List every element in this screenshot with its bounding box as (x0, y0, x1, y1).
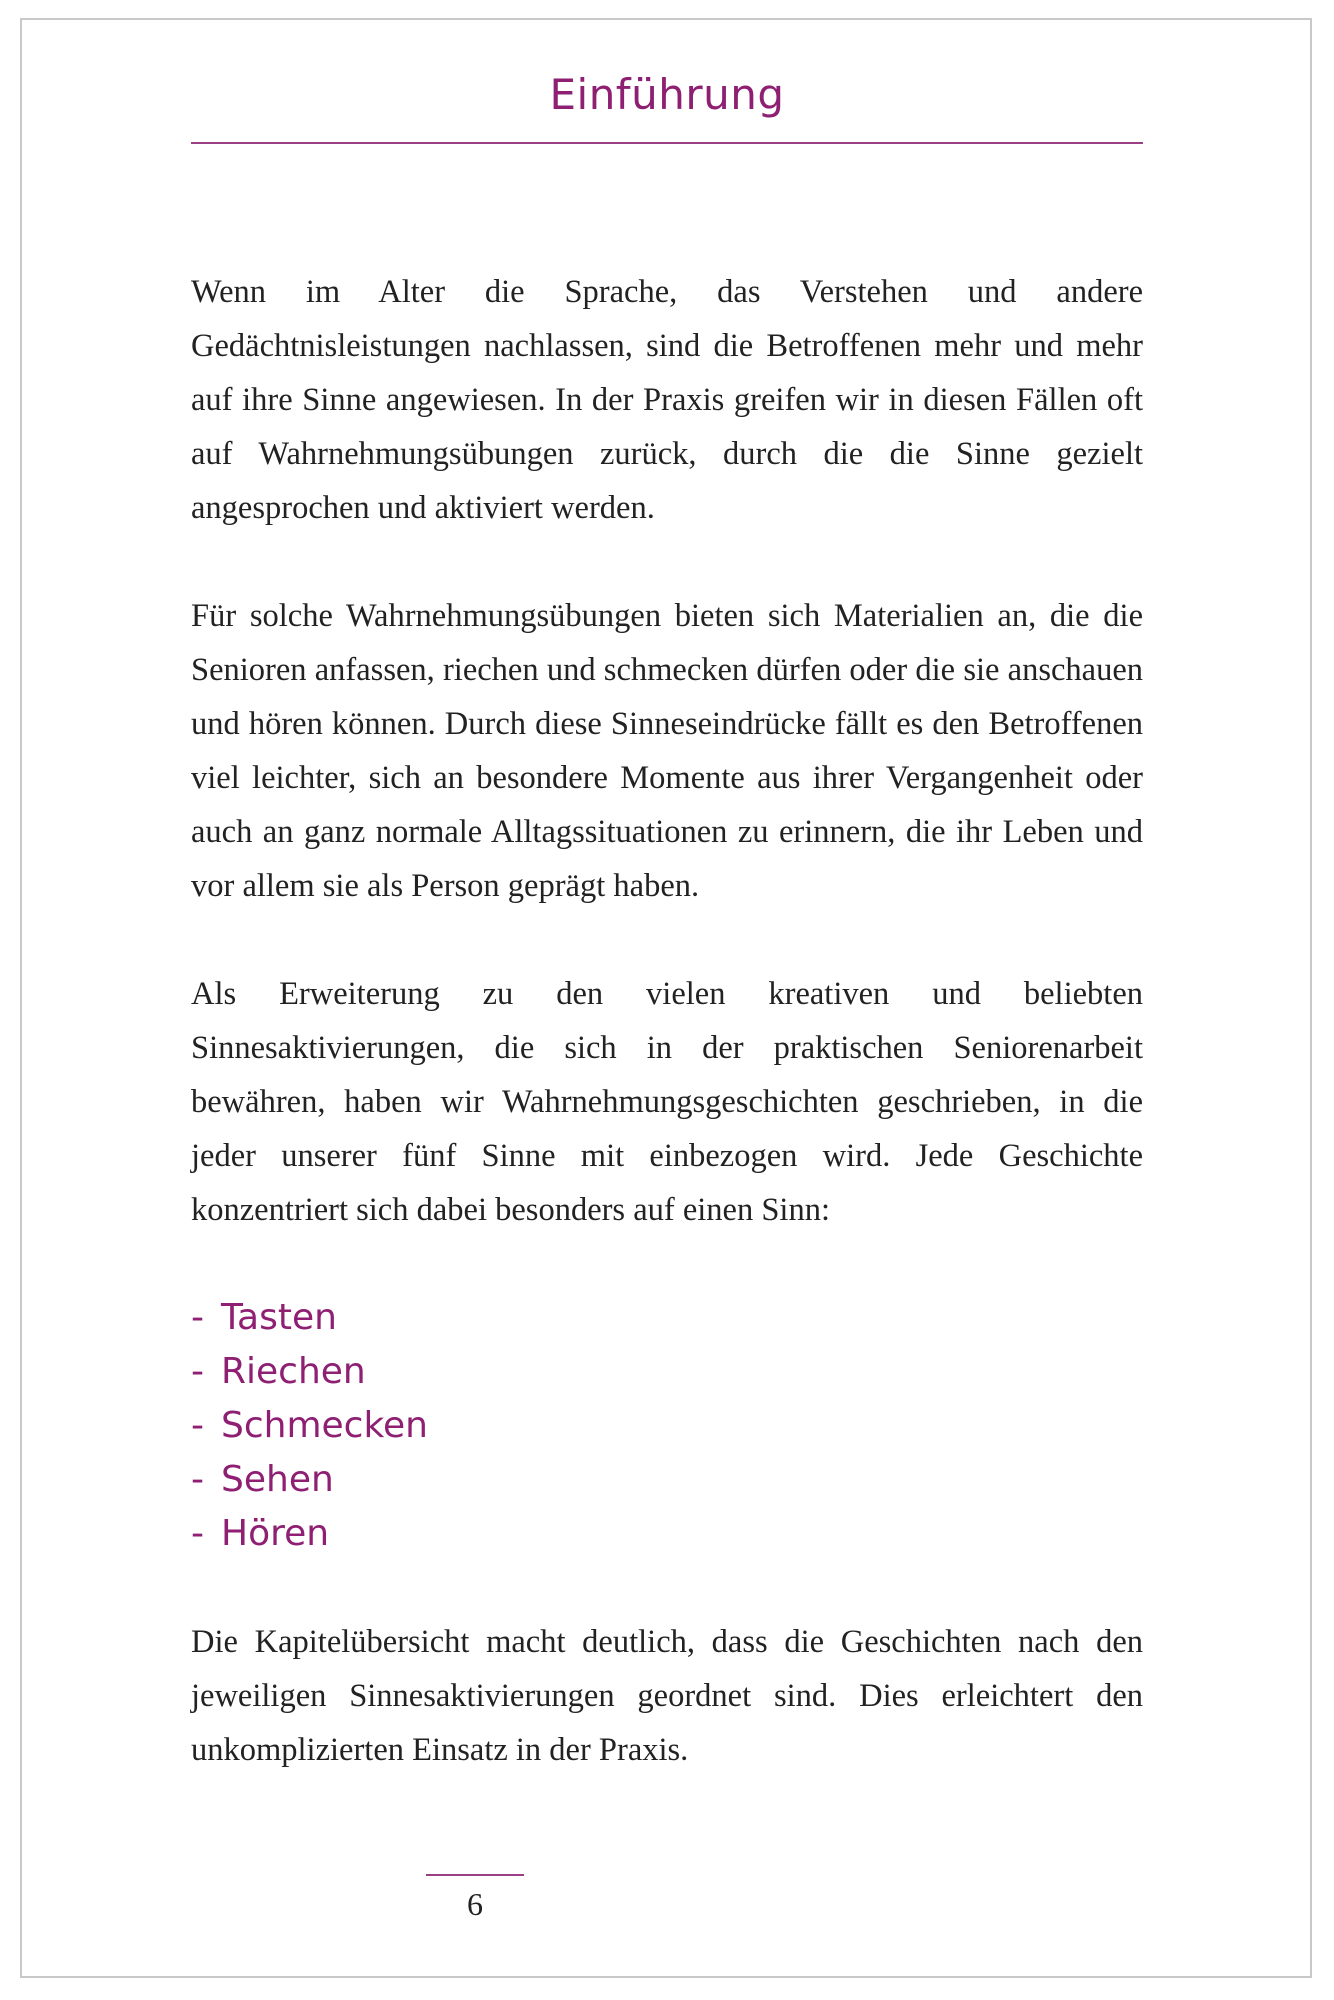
sense-item-riechen (191, 1345, 1143, 1399)
sense-item-sehen (191, 1453, 1143, 1507)
paragraph-3: Als Erweiterung zu den vielen kreativen und beliebten Sinnesaktivierungen, die sich in der praktischen Seniorenarbeit bewähren, haben wir Wahrnehmungsgeschichten geschrieben, in die jeder unserer fünf Sinne mit einbezogen wird. Jede Geschichte konzentriert sich dabei besonders auf einen Sinn: (191, 976, 1143, 1228)
sense-item-schmecken (191, 1399, 1143, 1453)
sense-label: Tasten (221, 1297, 337, 1338)
page-title: Einführung (549, 70, 785, 119)
sense-item-hoeren (191, 1507, 1143, 1561)
list-dash: - (191, 1459, 204, 1500)
paragraph-2: Für solche Wahrnehmungsübungen bieten sich Materialien an, die die Senioren anfassen, riechen und schmecken dürfen oder die sie anschauen und hören können. Durch diese Sinneseindrücke fällt es den Betroffenen viel leichter, sich an besondere Momente aus ihrer Vergangenheit oder auch an ganz normale Alltagssituationen zu erinnern, die ihr Leben und vor allem sie als Person geprägt haben. (191, 598, 1143, 904)
paragraph-4: Die Kapitelübersicht macht deutlich, dass die Geschichten nach den jeweiligen Sinnesaktivierungen geordnet sind. Dies erleichtert den unkomplizierten Einsatz in der Praxis. (191, 1624, 1143, 1768)
sense-label: Sehen (221, 1459, 334, 1500)
footer-divider (426, 1874, 524, 1876)
sense-item-tasten (191, 1291, 1143, 1345)
list-dash: - (191, 1513, 204, 1554)
list-dash: - (191, 1297, 204, 1338)
sense-label: Riechen (221, 1351, 366, 1392)
list-dash: - (191, 1405, 204, 1446)
list-dash: - (191, 1351, 204, 1392)
title-divider (191, 142, 1143, 144)
sense-label: Hören (221, 1513, 330, 1554)
senses-list (191, 1291, 1143, 1561)
sense-label: Schmecken (221, 1405, 428, 1446)
page-number: 6 (467, 1886, 483, 1922)
paragraph-1: Wenn im Alter die Sprache, das Verstehen und andere Gedächtnisleistungen nachlassen, sind die Betroffenen mehr und mehr auf ihre Sinne angewiesen. In der Praxis greifen wir in diesen Fällen oft auf Wahrnehmungsübungen zurück, durch die die Sinne gezielt angesprochen und aktiviert werden. (191, 274, 1143, 526)
body-text (191, 265, 1143, 1831)
